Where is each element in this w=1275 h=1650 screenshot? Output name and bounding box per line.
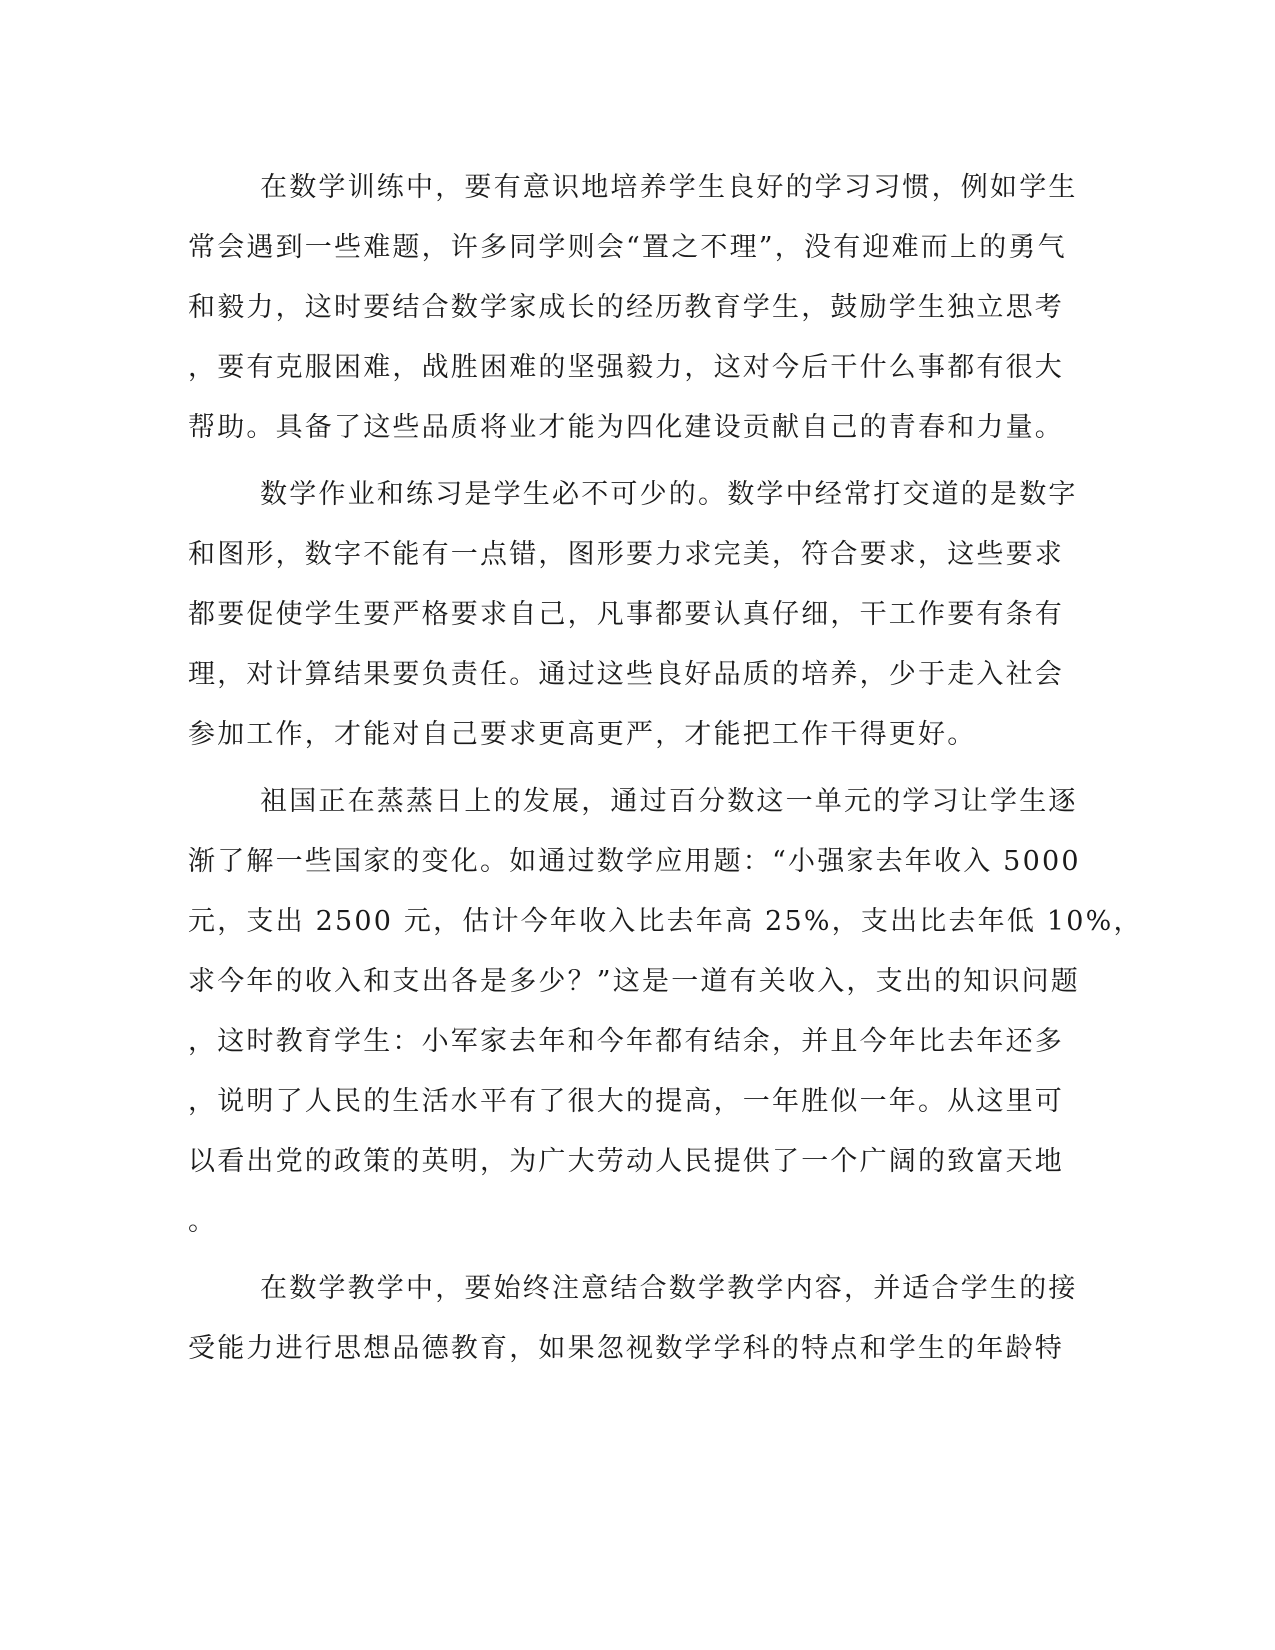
paragraph-3 (188, 772, 1143, 1252)
paragraph-spacer (188, 1252, 1068, 1259)
text-line: 常会遇到一些难题，许多同学则会“置之不理”，没有迎难而上的勇气 (188, 232, 1067, 263)
text-line: 都要促使学生要严格要求自己，凡事都要认真仔细，干工作要有条有 (188, 599, 1064, 630)
text-line: 渐了解一些国家的变化。如通过数学应用题：“小强家去年收入 5000 (188, 846, 1081, 877)
text-line: ，说明了人民的生活水平有了很大的提高，一年胜似一年。从这里可 (188, 1086, 1064, 1117)
text-line: 和毅力，这时要结合数学家成长的经历教育学生，鼓励学生独立思考 (188, 292, 1064, 323)
text-line: 。 (188, 1206, 218, 1237)
document-body (188, 158, 1143, 1379)
text-line: ，这时教育学生：小军家去年和今年都有结余，并且今年比去年还多 (188, 1026, 1064, 1057)
text-line: 元，支出 2500 元，估计今年收入比去年高 25%，支出比去年低 10%， (188, 906, 1143, 937)
paragraph-spacer (188, 765, 1068, 772)
paragraph-spacer (188, 458, 1068, 465)
text-line: 在数学训练中，要有意识地培养学生良好的学习习惯，例如学生 (260, 172, 1078, 203)
text-line: 参加工作，才能对自己要求更高更严，才能把工作干得更好。 (188, 719, 977, 750)
text-line: 以看出党的政策的英明，为广大劳动人民提供了一个广阔的致富天地 (188, 1146, 1064, 1177)
text-line: 数学作业和练习是学生必不可少的。数学中经常打交道的是数字 (260, 479, 1078, 510)
text-line: 祖国正在蒸蒸日上的发展，通过百分数这一单元的学习让学生逐 (260, 786, 1078, 817)
text-line: 和图形，数字不能有一点错，图形要力求完美，符合要求，这些要求 (188, 539, 1064, 570)
text-line: ，要有克服困难，战胜困难的坚强毅力，这对今后干什么事都有很大 (188, 352, 1064, 383)
text-line: 理，对计算结果要负责任。通过这些良好品质的培养，少于走入社会 (188, 659, 1064, 690)
text-line: 帮助。具备了这些品质将业才能为四化建设贡献自己的青春和力量。 (188, 412, 1064, 443)
paragraph-1 (188, 158, 1078, 458)
paragraph-4 (188, 1259, 1078, 1379)
text-line: 受能力进行思想品德教育，如果忽视数学学科的特点和学生的年龄特 (188, 1333, 1064, 1364)
text-line: 在数学教学中，要始终注意结合数学教学内容，并适合学生的接 (260, 1273, 1078, 1304)
paragraph-2 (188, 465, 1078, 765)
text-line: 求今年的收入和支出各是多少？”这是一道有关收入，支出的知识问题 (188, 966, 1081, 997)
